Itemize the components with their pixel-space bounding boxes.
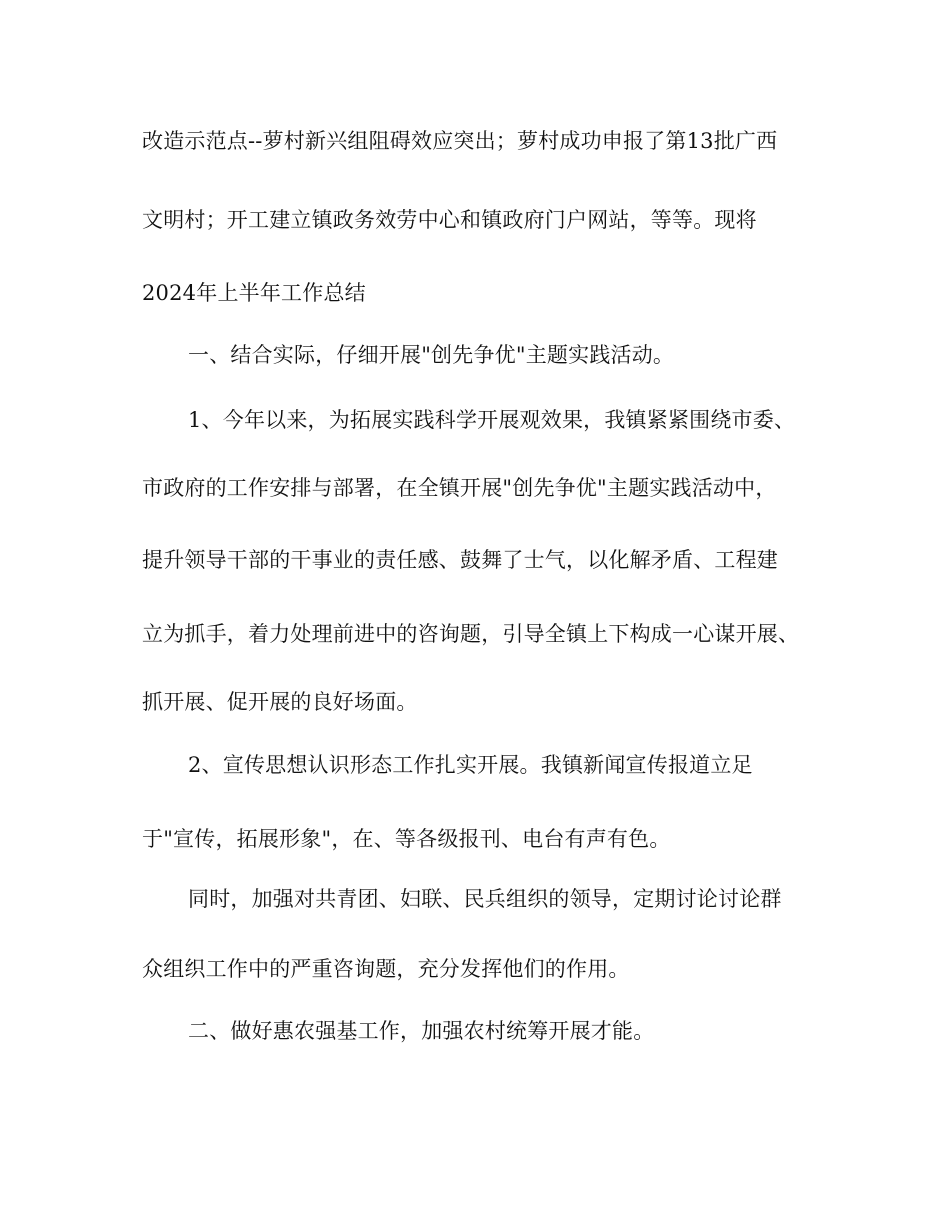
text-line: 文明村；开工建立镇政务效劳中心和镇政府门户网站，等等。现将: [142, 208, 757, 232]
text-line: 2024年上半年工作总结: [142, 281, 366, 305]
text-line: 抓开展、促开展的良好场面。: [142, 690, 418, 714]
paragraph-start: 1、今年以来，为拓展实践科学开展观效果，我镇紧紧围绕市委、: [188, 408, 796, 432]
text-line: 于"宣传，拓展形象"，在、等各级报刊、电台有声有色。: [142, 827, 671, 851]
section-heading: 一、结合实际，仔细开展"创先争优"主题实践活动。: [188, 343, 675, 367]
text-line: 市政府的工作安排与部署，在全镇开展"创先争优"主题实践活动中，: [142, 476, 777, 500]
text-line: 立为抓手，着力处理前进中的咨询题，引导全镇上下构成一心谋开展、: [142, 622, 800, 646]
section-heading: 二、做好惠农强基工作，加强农村统筹开展才能。: [188, 1019, 655, 1043]
text-line: 改造示范点--萝村新兴组阻碍效应突出；萝村成功申报了第13批广西: [142, 129, 778, 153]
paragraph-start: 2、宣传思想认识形态工作扎实开展。我镇新闻宣传报道立足: [188, 753, 753, 777]
paragraph-start: 同时，加强对共青团、妇联、民兵组织的领导，定期讨论讨论群: [188, 887, 782, 911]
text-line: 提升领导干部的干事业的责任感、鼓舞了士气，以化解矛盾、工程建: [142, 548, 778, 572]
text-line: 众组织工作中的严重咨询题，充分发挥他们的作用。: [142, 957, 630, 981]
